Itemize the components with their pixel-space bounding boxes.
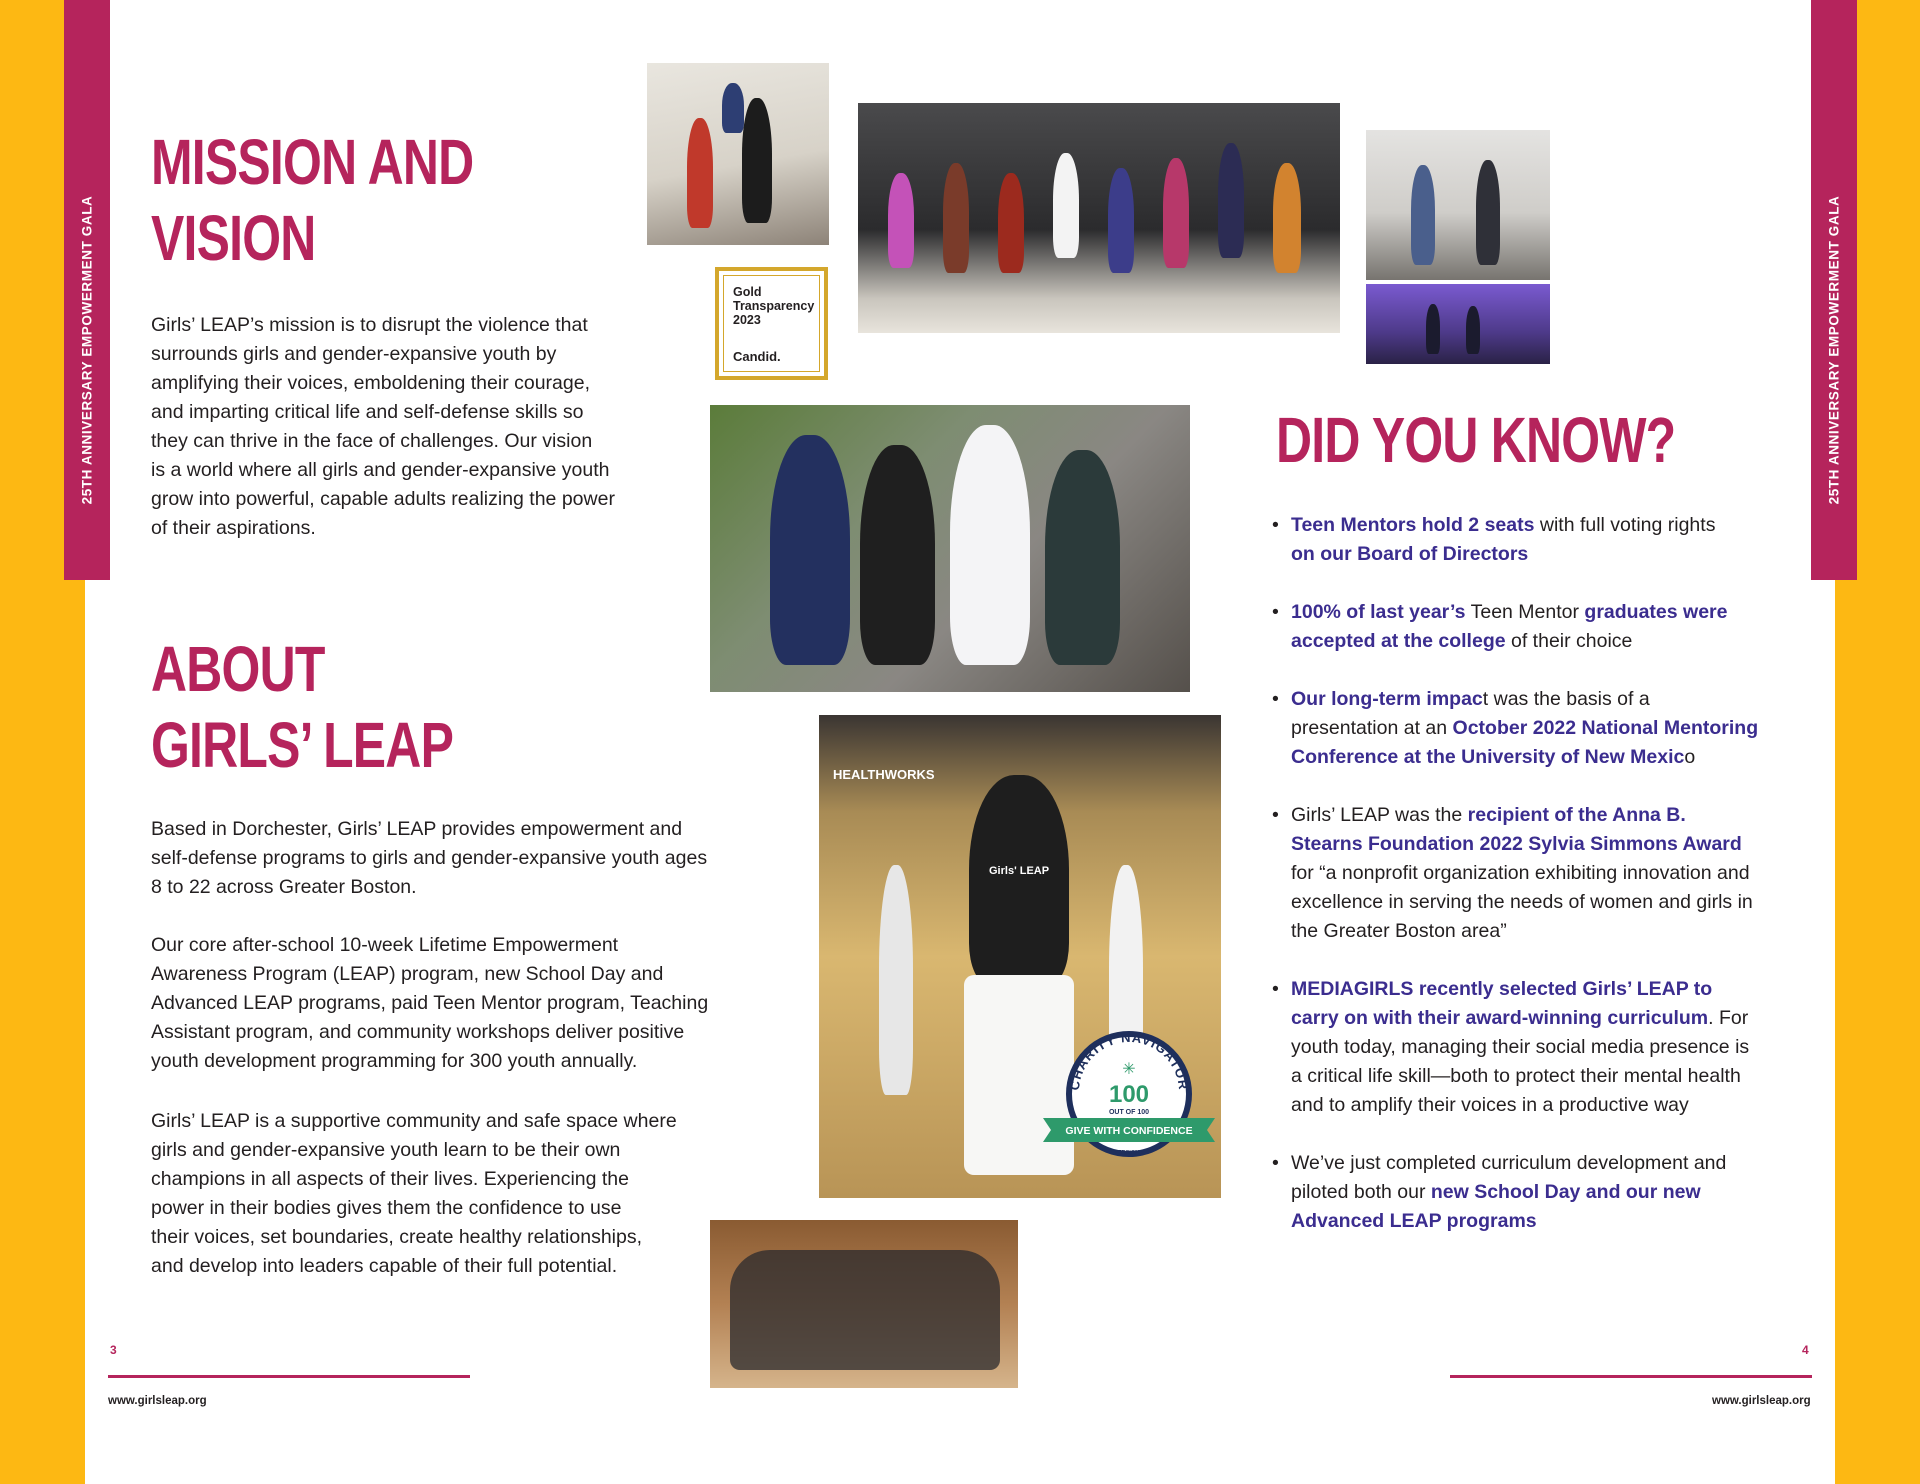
did-you-know-list [1272, 511, 1762, 1265]
mission-line: of their aspirations. [151, 517, 316, 539]
fact-item [1272, 801, 1762, 946]
about-heading-line1: ABOUT [151, 633, 325, 705]
right-footer-url[interactable]: www.girlsleap.org [1712, 1395, 1811, 1407]
wall-sign: HEALTHWORKS [833, 767, 935, 782]
mission-line: grow into powerful, capable adults realizing the power [151, 488, 615, 510]
photo-figure [1476, 160, 1500, 265]
charity-navigator-badge [1043, 1022, 1215, 1162]
photo-figure [998, 173, 1024, 273]
about-line: Our core after-school 10-week Lifetime Empowerment [151, 934, 619, 956]
fact-text: Teen Mentor [1465, 601, 1585, 623]
photo-figure [950, 425, 1030, 665]
candid-gold-seal [715, 267, 828, 380]
fact-text: Girls’ LEAP was the [1291, 804, 1468, 826]
about-line: Advanced LEAP programs, paid Teen Mentor program, Teaching [151, 992, 709, 1014]
navigator-title: CHARITY NAVIGATOR [1066, 1029, 1192, 1092]
did-you-know-heading [1276, 402, 1675, 478]
photo-figure [860, 445, 935, 665]
photo-online-class-phone [1366, 284, 1550, 364]
right-page-number: 4 [1802, 1343, 1809, 1357]
about-line: girls and gender-expansive youth learn to be their own [151, 1139, 621, 1161]
photo-figure [687, 118, 713, 228]
about-paragraph-1 [151, 815, 707, 902]
photo-figure [1053, 153, 1079, 258]
fact-item [1272, 685, 1762, 772]
fact-text: t was the basis of a presentation at an [1291, 688, 1650, 739]
left-footer-url[interactable]: www.girlsleap.org [108, 1395, 207, 1407]
about-line: self-defense programs to girls and gender-expansive youth ages [151, 847, 708, 869]
photo-figure [943, 163, 969, 273]
fact-text: . For youth today, managing their social media presence is a critical life skill—both to protect their mental health and to amplify their voices in a productive way [1291, 1007, 1750, 1116]
mission-line: is a world where all girls and gender-expansive youth [151, 459, 610, 481]
about-line: youth development programming for 300 youth annually. [151, 1050, 638, 1072]
photo-self-defense-practice [647, 63, 829, 245]
photo-figure [742, 98, 772, 223]
fact-item [1272, 975, 1762, 1120]
photo-online-class-room [1366, 130, 1550, 280]
mission-line: they can thrive in the face of challenges. Our vision [151, 430, 593, 452]
photo-figure [1411, 165, 1435, 265]
fact-item [1272, 598, 1762, 656]
fact-highlight: new School Day and our new Advanced LEAP programs [1291, 1181, 1701, 1232]
photo-figure [1466, 306, 1480, 354]
did-you-know-heading-text: DID YOU KNOW? [1276, 404, 1676, 476]
photo-figure [1426, 304, 1440, 354]
left-side-ribbon [64, 0, 110, 580]
about-heading-line2: GIRLS’ LEAP [151, 709, 454, 781]
fact-item [1272, 1149, 1762, 1236]
about-line: 8 to 22 across Greater Boston. [151, 876, 417, 898]
right-side-label: 25TH ANNIVERSARY EMPOWERMENT GALA [1826, 195, 1842, 505]
fact-highlight: on our Board of Directors [1291, 543, 1529, 565]
shirt-logo: Girls' LEAP [989, 865, 1050, 877]
photo-group [710, 1220, 1018, 1388]
fact-text: We’ve just completed curriculum development and piloted both our [1291, 1152, 1727, 1203]
fact-highlight: October 2022 National Mentoring Conference at the University of New Mexic [1291, 717, 1759, 768]
mission-line: surrounds girls and gender-expansive youth by [151, 343, 557, 365]
about-line: their voices, set boundaries, create healthy relationships, [151, 1226, 643, 1248]
fact-highlight: MEDIAGIRLS recently selected Girls’ LEAP to carry on with their award-winning curriculum [1291, 978, 1713, 1029]
photo-figure [722, 83, 744, 133]
about-line: Girls’ LEAP is a supportive community and safe space where [151, 1110, 677, 1132]
fact-highlight: Teen Mentors hold 2 seats [1291, 514, 1535, 536]
left-side-label: 25TH ANNIVERSARY EMPOWERMENT GALA [79, 195, 95, 505]
right-footer-rule [1450, 1375, 1812, 1378]
photo-figure [770, 435, 850, 665]
about-heading [151, 631, 453, 783]
right-side-ribbon [1811, 0, 1857, 580]
fact-text: with full voting rights [1534, 514, 1716, 536]
about-line: Awareness Program (LEAP) program, new School Day and [151, 963, 664, 985]
about-line: Based in Dorchester, Girls’ LEAP provides empowerment and [151, 818, 683, 840]
compass-icon: ✳ [1122, 1061, 1136, 1078]
fact-highlight: recipient of the Anna B. Stearns Foundation 2022 Sylvia Simmons Award [1291, 804, 1742, 855]
photo-figure [879, 865, 913, 1095]
candid-seal-brand: Candid. [733, 349, 781, 364]
fact-text: of their choice [1505, 630, 1633, 652]
mission-line: Girls’ LEAP’s mission is to disrupt the violence that [151, 314, 588, 336]
fact-text: o [1684, 746, 1696, 768]
navigator-out-of: OUT OF 100 [1108, 1109, 1150, 1116]
fact-text: for “a nonprofit organization exhibiting innovation and excellence in serving the needs of women and girls in the Greater Boston area” [1291, 862, 1753, 942]
mission-heading-line1: MISSION AND [151, 126, 474, 198]
mission-heading [151, 124, 473, 276]
fact-highlight: 100% of last year’s [1291, 601, 1466, 623]
candid-seal-text: Gold Transparency 2023 [733, 285, 815, 327]
photo-figure [1273, 163, 1301, 273]
navigator-score: 100 [1108, 1081, 1150, 1108]
about-line: power in their bodies gives them the confidence to use [151, 1197, 622, 1219]
photo-figure [888, 173, 914, 268]
photo-girls-on-steps [710, 405, 1190, 692]
mission-heading-line2: VISION [151, 202, 316, 274]
photo-figure [1163, 158, 1189, 268]
left-page-number: 3 [110, 1343, 117, 1357]
mission-paragraph [151, 311, 615, 543]
about-line: champions in all aspects of their lives. Experiencing the [151, 1168, 629, 1190]
mission-line: amplifying their voices, emboldening their courage, [151, 372, 590, 394]
left-footer-rule [108, 1375, 470, 1378]
photo-figure [969, 775, 1069, 985]
photo-figure [1218, 143, 1244, 258]
about-line: Assistant program, and community workshops deliver positive [151, 1021, 685, 1043]
fact-highlight: Our long-term impac [1291, 688, 1483, 710]
about-paragraph-3 [151, 1107, 677, 1281]
photo-figure [1108, 168, 1134, 273]
photo-jumping-group [858, 103, 1340, 333]
fact-item [1272, 511, 1762, 569]
navigator-version: VERSION 2 [1114, 1150, 1144, 1156]
photo-figure [730, 1250, 1000, 1370]
mission-line: and imparting critical life and self-defense skills so [151, 401, 584, 423]
about-paragraph-2 [151, 931, 708, 1076]
photo-figure [1045, 450, 1120, 665]
about-line: and develop into leaders capable of their full potential. [151, 1255, 618, 1277]
navigator-banner-text: GIVE WITH CONFIDENCE [1065, 1125, 1193, 1137]
fact-highlight: graduates were accepted at the college [1291, 601, 1728, 652]
